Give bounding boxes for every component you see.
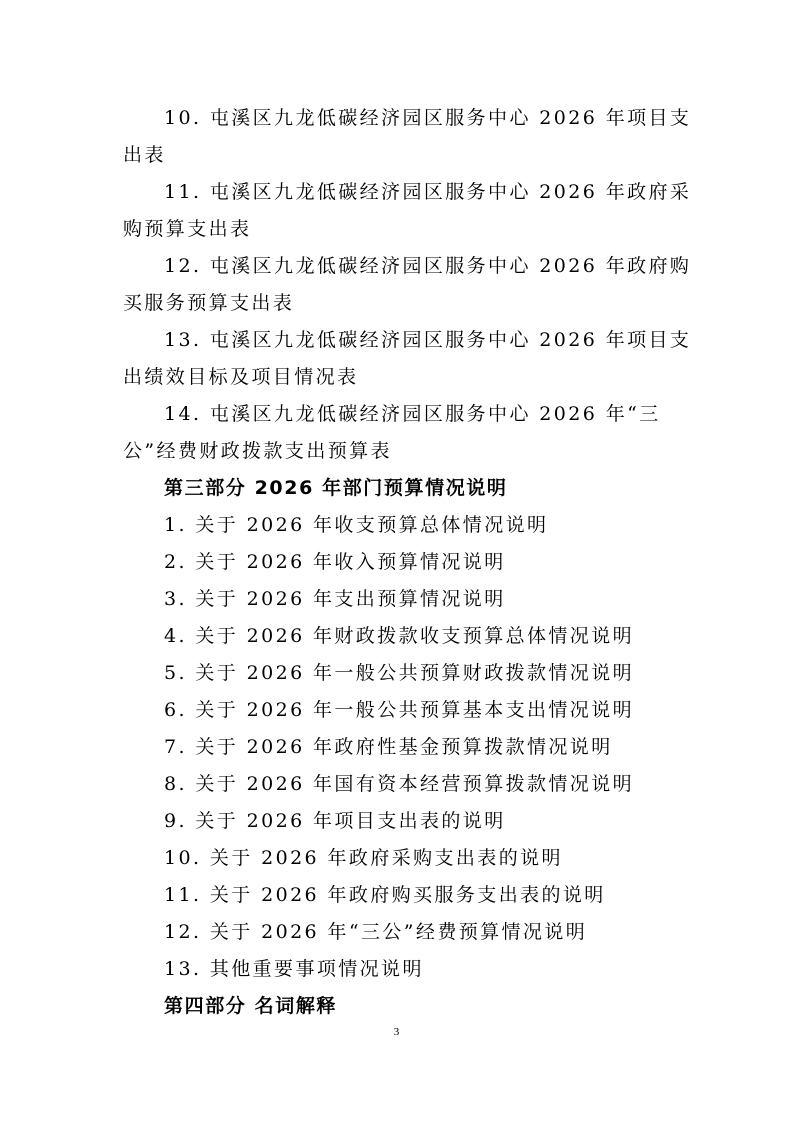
list-item-part3-9: 9. 关于 2026 年项目支出表的说明	[164, 810, 506, 832]
list-item-part3-11: 11. 关于 2026 年政府购买服务支出表的说明	[164, 884, 606, 906]
list-item-part3-1: 1. 关于 2026 年收支预算总体情况说明	[164, 514, 549, 536]
list-item-part3-3: 3. 关于 2026 年支出预算情况说明	[164, 588, 506, 610]
list-item-part3-4: 4. 关于 2026 年财政拨款收支预算总体情况说明	[164, 625, 635, 647]
list-item-part2-11: 11. 屯溪区九龙低碳经济园区服务中心 2026 年政府采购预算支出表	[123, 181, 692, 240]
list-item-part3-10: 10. 关于 2026 年政府采购支出表的说明	[164, 847, 563, 869]
list-item-part3-8: 8. 关于 2026 年国有资本经营预算拨款情况说明	[164, 773, 635, 795]
list-item-part3-13: 13. 其他重要事项情况说明	[164, 958, 424, 980]
list-item-part2-12: 12. 屯溪区九龙低碳经济园区服务中心 2026 年政府购买服务预算支出表	[123, 255, 692, 314]
section-heading-part3: 第三部分 2026 年部门预算情况说明	[164, 477, 508, 499]
list-item-part2-14: 14. 屯溪区九龙低碳经济园区服务中心 2026 年“三公”经费财政拨款支出预算表	[123, 403, 661, 462]
document-body	[123, 100, 703, 1025]
page-number: 3	[393, 1026, 400, 1038]
list-item-part3-12: 12. 关于 2026 年“三公”经费预算情况说明	[164, 921, 588, 943]
list-item-part2-10: 10. 屯溪区九龙低碳经济园区服务中心 2026 年项目支出表	[123, 107, 692, 166]
list-item-part2-13: 13. 屯溪区九龙低碳经济园区服务中心 2026 年项目支出绩效目标及项目情况表	[123, 329, 692, 388]
list-item-part3-5: 5. 关于 2026 年一般公共预算财政拨款情况说明	[164, 662, 635, 684]
section-heading-part4: 第四部分 名词解释	[164, 995, 338, 1017]
list-item-part3-7: 7. 关于 2026 年政府性基金预算拨款情况说明	[164, 736, 613, 758]
list-item-part3-6: 6. 关于 2026 年一般公共预算基本支出情况说明	[164, 699, 635, 721]
list-item-part3-2: 2. 关于 2026 年收入预算情况说明	[164, 551, 506, 573]
